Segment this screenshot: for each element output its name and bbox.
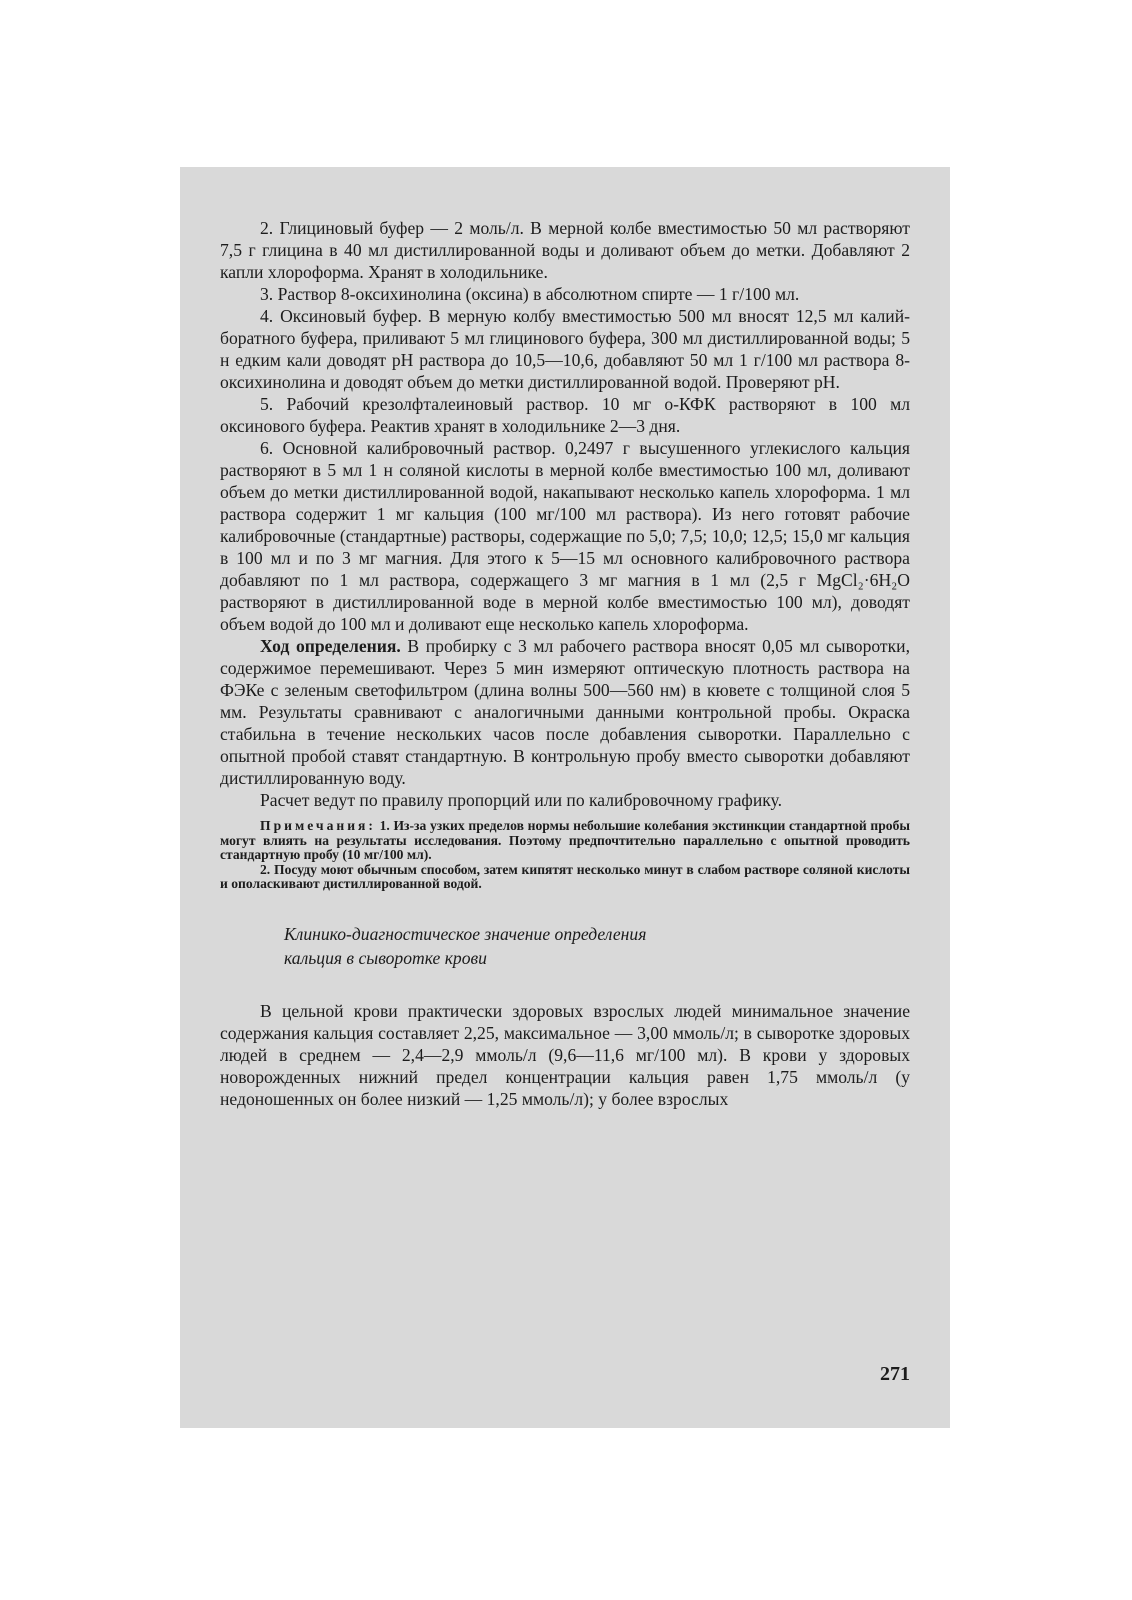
paragraph-clinical-values: В цельной крови практически здоровых взрослых людей минимальное значение содержания кальция составляет 2,25, максимальное — 3,00 ммоль/л; в сыворотке здоровых людей в среднем — 2,4—2,9 ммоль/л (9,6—11,6 мг/100 мл). В крови у здоровых новорожденных нижний предел концентрации кальция равен 1,75 ммоль/л (у недоношенных он более низкий — 1,25 ммоль/л); у более взрослых bbox=[220, 1000, 910, 1109]
notes-label: Примечания: bbox=[260, 818, 376, 833]
paragraph-oxine-buffer: 4. Оксиновый буфер. В мерную колбу вместимостью 500 мл вносят 12,5 мл калий-боратного буфера, приливают 5 мл глицинового буфера, 300 мл дистиллированной воды; 5 н едким кали доводят pH раствора до 10,5—10,6, добавляют 50 мл 1 г/100 мл раствора 8-оксихинолина и доводят объем до метки дистиллированной водой. Проверяют pH. bbox=[220, 306, 910, 392]
procedure-text: В пробирку с 3 мл рабочего раствора вносят 0,05 мл сыворотки, содержимое перемешивают. Через 5 мин измеряют оптическую плотность раствора на ФЭКе с зеленым светофильтром (длина волны 500—560 нм) в кювете с толщиной слоя 5 мм. Результаты сравнивают с аналогичными данными контрольной пробы. Окраска стабильна в течение нескольких часов после добавления сыворотки. Параллельно с опытной пробой ставят стандартную. В контрольную пробу вместо сыворотки добавляют дистиллированную воду. bbox=[220, 636, 910, 788]
paragraph-calculation: Расчет ведут по правилу пропорций или по калибровочному графику. bbox=[260, 790, 782, 810]
paragraph-working-solution: 5. Рабочий крезолфталеиновый раствор. 10 мг о-КФК растворяют в 100 мл оксинового буфера. Реактив хранят в холодильнике 2—3 дня. bbox=[220, 394, 910, 436]
page-content bbox=[220, 217, 910, 1110]
procedure-label: Ход определения. bbox=[260, 636, 401, 656]
paragraph-oxine-solution: 3. Раствор 8-оксихинолина (оксина) в абсолютном спирте — 1 г/100 мл. bbox=[260, 284, 800, 304]
note-1 bbox=[220, 819, 910, 863]
paragraph-calibration-solution: 6. Основной калибровочный раствор. 0,2497 г высушенного углекислого кальция растворяют в 5 мл 1 н соляной кислоты в мерной колбе вместимостью 100 мл, доливают объем до метки дистиллированной водой, накапывают несколько капель хлороформа. 1 мл раствора содержит 1 мг кальция (100 мг/100 мл раствора). Из него готовят рабочие калибровочные (стандартные) растворы, содержащие по 5,0; 7,5; 10,0; 12,5; 15,0 мг кальция в 100 мл и по 3 мг магния. Для этого к 5—15 мл основного калибровочного раствора добавляют по 1 мл раствора, содержащего 3 мг магния в 1 мл (2,5 г MgCl₂·6H₂O растворяют в дистиллированной воде в мерной колбе вместимостью 100 мл), доводят объем водой до 100 мл и доливают еще несколько капель хлороформа. bbox=[220, 438, 910, 634]
note-2: 2. Посуду моют обычным способом, затем кипятят несколько минут в слабом растворе соляной кислоты и ополаскивают дистиллированной водой. bbox=[220, 861, 910, 891]
section-heading bbox=[284, 922, 910, 970]
page-number: 271 bbox=[880, 1363, 910, 1385]
notes-section bbox=[220, 819, 910, 892]
paragraph-glycine-buffer: 2. Глициновый буфер — 2 моль/л. В мерной колбе вместимостью 50 мл растворяют 7,5 г глицина в 40 мл дистиллированной воды и доливают объем до метки. Добавляют 2 капли хлороформа. Хранят в холодильнике. bbox=[220, 218, 910, 282]
note-1-text: 1. Из-за узких пределов нормы небольшие колебания экстинкции стандартной пробы могут влиять на результаты исследования. Поэтому предпочтительно параллельно с опытной проводить стандартную пробу (10 мг/100 мл). bbox=[220, 818, 910, 862]
book-page bbox=[180, 167, 950, 1428]
heading-line-2: кальция в сыворотке крови bbox=[284, 947, 487, 968]
paragraph-procedure bbox=[220, 635, 910, 789]
heading-line-1: Клинико-диагностическое значение определения bbox=[284, 923, 647, 944]
